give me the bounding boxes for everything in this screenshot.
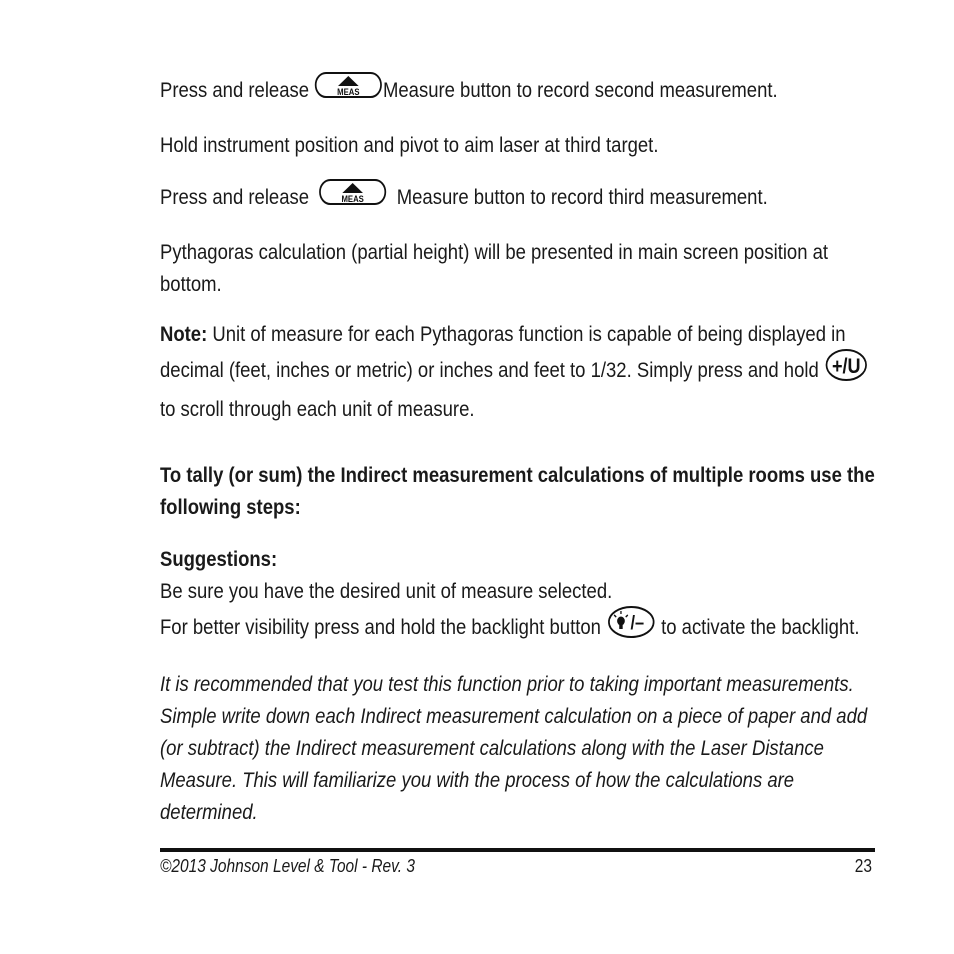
svg-text:MEAS: MEAS — [341, 193, 365, 205]
note-paragraph — [160, 318, 882, 425]
suggestions-heading: Suggestions: — [160, 547, 278, 571]
step-press-third-prefix: Press and release — [160, 185, 310, 210]
copyright-text: ©2013 Johnson Level & Tool - Rev. 3 — [160, 856, 415, 876]
meas-button-icon — [314, 70, 383, 109]
step-pivot-third: Hold instrument position and pivot to aim laser at third target. — [160, 133, 659, 157]
meas-button-label: MEAS — [337, 86, 360, 98]
suggestion-backlight — [160, 607, 882, 650]
step-press-second-prefix: Press and release — [160, 78, 310, 103]
tally-heading: To tally (or sum) the Indirect measurement calculations of multiple rooms use the following steps: — [160, 463, 875, 519]
backlight-button-label: /– — [630, 611, 644, 634]
suggestion-backlight-prefix: For better visibility press and hold the backlight button — [160, 615, 601, 640]
step-press-third-suffix: Measure button to record third measurement. — [396, 185, 768, 210]
step-press-third — [160, 179, 882, 218]
step-press-second — [160, 72, 882, 111]
note-text: Unit of measure for each Pythagoras function is capable of being displayed in decimal (feet, inches or metric) or inches and feet to 1/32. Simply press and hold — [160, 322, 846, 383]
meas-button-icon — [314, 177, 391, 216]
backlight-button-icon — [606, 605, 656, 648]
recommendation-paragraph: It is recommended that you test this function prior to taking important measurements. Simple write down each Indirect measurement calculation on a piece of paper and add (or subtract) the Indirect measurement calculations along with the Laser Distance Measure. This will familiarize you with the process of how the calculations are determined. — [160, 672, 868, 824]
suggestion-unit: Be sure you have the desired unit of measure selected. — [160, 579, 613, 603]
plus-unit-button-icon — [824, 348, 869, 391]
note-suffix: to scroll through each unit of measure. — [160, 397, 475, 421]
plus-unit-button-label: +/U — [831, 354, 861, 379]
step-press-second-suffix: Measure button to record second measurement. — [382, 78, 778, 103]
note-label: Note: — [160, 322, 208, 346]
footer-rule — [160, 848, 875, 852]
page-number: 23 — [854, 856, 872, 876]
page-content — [160, 72, 882, 828]
suggestion-backlight-suffix: to activate the backlight. — [661, 615, 860, 640]
step-pythagoras-result: Pythagoras calculation (partial height) will be presented in main screen position at bottom. — [160, 240, 829, 296]
